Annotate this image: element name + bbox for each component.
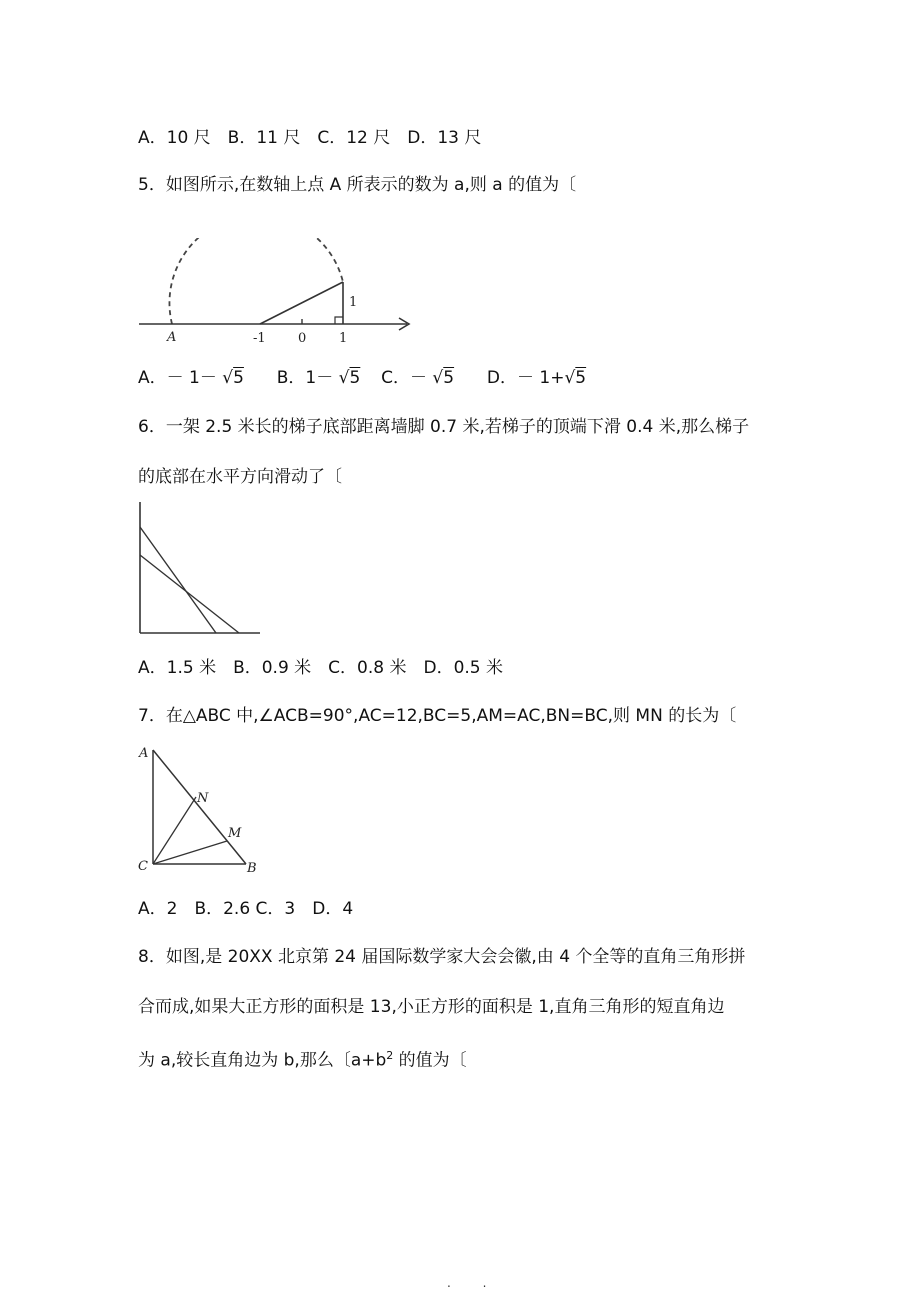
label-b: B: [247, 861, 257, 876]
q5-option-b: B．1－ √5: [276, 368, 361, 388]
q5-option-a: A．－ 1－ √5: [138, 368, 244, 388]
q5-stem: 5．如图所示,在数轴上点 A 所表示的数为 a,则 a 的值为〔: [138, 175, 577, 195]
q5-option-c: C．－ √5: [381, 368, 455, 388]
q5-number-line-figure: [135, 238, 420, 350]
q7-triangle-figure: [134, 740, 268, 876]
q8-stem-line-2: 合而成,如果大正方形的面积是 13,小正方形的面积是 1,直角三角形的短直角边: [138, 997, 725, 1017]
label-a: A: [139, 746, 149, 761]
q5-option-d: D．－ 1+√5: [486, 368, 587, 388]
q4-options: A．10 尺 B．11 尺 C．12 尺 D．13 尺: [138, 128, 482, 148]
page-footer-dots: . .: [447, 1276, 501, 1290]
label-height-one: 1: [349, 295, 358, 310]
label-n: N: [197, 791, 209, 806]
q5-options: [138, 366, 586, 390]
label-one: 1: [339, 331, 348, 346]
q7-options: A．2 B．2.6 C．3 D．4: [138, 899, 354, 919]
q6-stem-line-2: 的底部在水平方向滑动了〔: [138, 467, 342, 487]
label-c: C: [138, 859, 148, 874]
segment-cm: [153, 841, 227, 864]
segment-cn: [153, 797, 196, 864]
ladder-before: [140, 527, 216, 633]
label-m: M: [228, 826, 242, 841]
q8-stem-line-1: 8．如图,是 20XX 北京第 24 届国际数学家大会会徽,由 4 个全等的直角三角形拼: [138, 947, 746, 967]
label-point-a: A: [167, 330, 177, 345]
q6-options: A．1.5 米 B．0.9 米 C．0.8 米 D．0.5 米: [138, 658, 504, 678]
q6-ladder-figure: [136, 500, 262, 636]
side-ab: [153, 750, 246, 864]
q7-stem: 7．在△ABC 中,∠ACB=90°,AC=12,BC=5,AM=AC,BN=BC,则 MN 的长为〔: [138, 706, 737, 726]
hypotenuse-segment: [260, 282, 343, 324]
dashed-arc: [169, 238, 343, 324]
label-zero: 0: [298, 331, 307, 346]
label-minus-one: -1: [253, 331, 266, 346]
right-angle-mark: [335, 317, 343, 324]
ladder-after: [140, 555, 239, 633]
q8-stem-line-3: 为 a,较长直角边为 b,那么〔$a+b^2$ 的值为〔: [138, 1049, 467, 1071]
q6-stem-line-1: 6．一架 2.5 米长的梯子底部距离墙脚 0.7 米,若梯子的顶端下滑 0.4 米,那么梯子: [138, 417, 750, 437]
